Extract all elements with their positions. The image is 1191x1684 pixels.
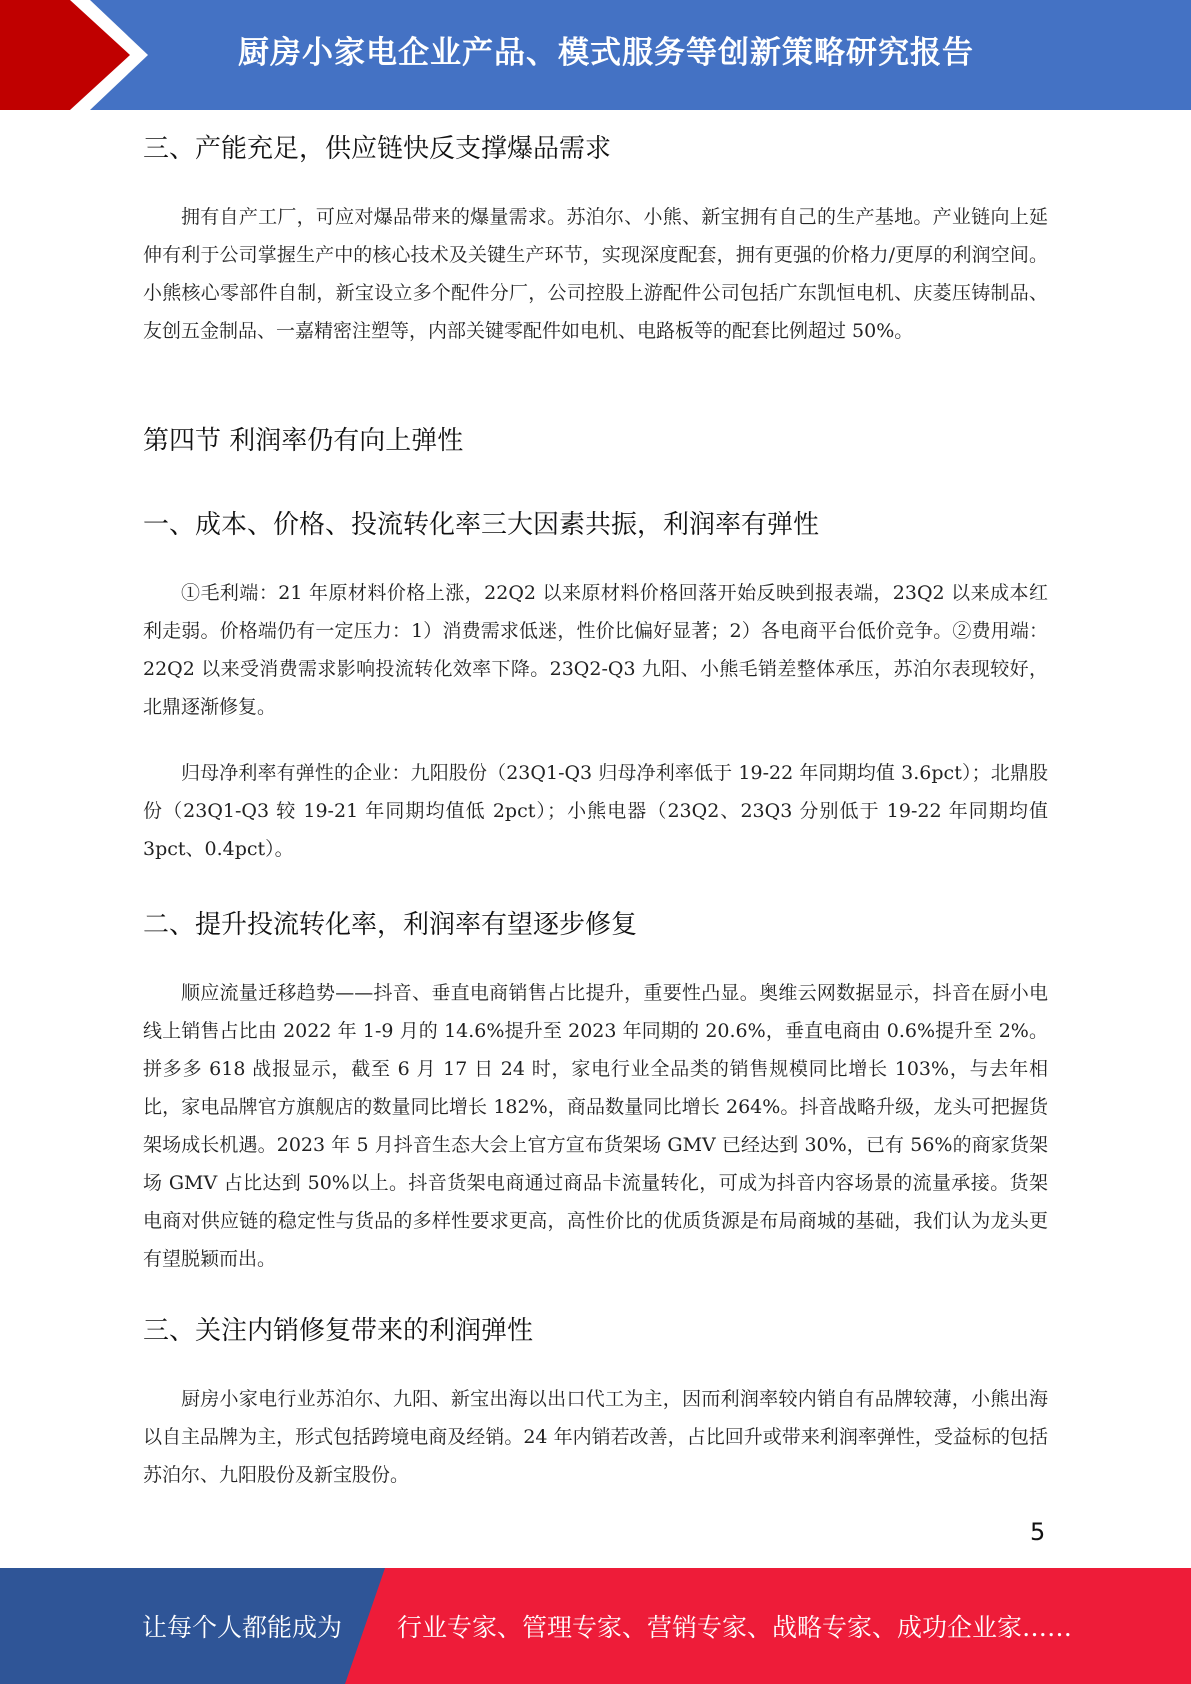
report-title: 厨房小家电企业产品、模式服务等创新策略研究报告 (238, 35, 974, 71)
page-header (0, 0, 1191, 110)
section-profit-elasticity (143, 506, 1048, 868)
section-conversion-rate (143, 906, 1048, 1278)
section-heading: 三、产能充足，供应链快反支撑爆品需求 (143, 134, 612, 164)
section-heading: 二、提升投流转化率，利润率有望逐步修复 (143, 910, 638, 940)
page-number: 5 (1030, 1518, 1046, 1546)
header-arrow-decoration (0, 0, 160, 110)
body-paragraph: 顺应流量迁移趋势——抖音、垂直电商销售占比提升，重要性凸显。奥维云网数据显示，抖音在厨小电线上销售占比由 2022 年 1-9 月的 14.6%提升至 2023 年同期的 20.6%，垂直电商由 0.6%提升至 2%。拼多多 618 战报显示，截至 6 月 17 日 24 时，家电行业全品类的销售规模同比增长 103%，与去年相比，家电品牌官方旗舰店的数量同比增长 182%，商品数量同比增长 264%。抖音战略升级，龙头可把握货架场成长机遇。2023 年 5 月抖音生态大会上官方宣布货架场 GMV 已经达到 30%，已有 56%的商家货架场 GMV 占比达到 50%以上。抖音货架电商通过商品卡流量转化，可成为抖音内容场景的流量承接。货架电商对供应链的稳定性与货品的多样性要求更高，高性价比的优质货源是布局商城的基础，我们认为龙头更有望脱颖而出。 (143, 982, 1048, 1270)
body-paragraph: 厨房小家电行业苏泊尔、九阳、新宝出海以出口代工为主，因而利润率较内销自有品牌较薄，小熊出海以自主品牌为主，形式包括跨境电商及经销。24 年内销若改善，占比回升或带来利润率弹性，受益标的包括苏泊尔、九阳股份及新宝股份。 (143, 1388, 1048, 1486)
chapter-heading: 第四节 利润率仍有向上弹性 (143, 426, 464, 456)
section-capacity (143, 130, 1048, 350)
page-footer (0, 1568, 1191, 1684)
body-paragraph: 归母净利率有弹性的企业：九阳股份（23Q1-Q3 归母净利率低于 19-22 年同期均值 3.6pct）；北鼎股份（23Q1-Q3 较 19-21 年同期均值低 2pct）；小熊电器（23Q2、23Q3 分别低于 19-22 年同期均值 3pct、0.4pct）。 (143, 762, 1048, 860)
section-heading: 一、成本、价格、投流转化率三大因素共振，利润率有弹性 (143, 510, 820, 540)
footer-slogan-left: 让每个人都能成为 (142, 1613, 343, 1642)
section-chapter-4 (143, 422, 1048, 460)
footer-slogan-right: 行业专家、管理专家、营销专家、战略专家、成功企业家…… (397, 1613, 1073, 1642)
section-heading: 三、关注内销修复带来的利润弹性 (143, 1316, 534, 1346)
section-domestic-sales (143, 1312, 1048, 1494)
body-paragraph: ①毛利端：21 年原材料价格上涨，22Q2 以来原材料价格回落开始反映到报表端，23Q2 以来成本红利走弱。价格端仍有一定压力：1）消费需求低迷，性价比偏好显著；2）各电商平台低价竞争。②费用端：22Q2 以来受消费需求影响投流转化效率下降。23Q2-Q3 九阳、小熊毛销差整体承压，苏泊尔表现较好，北鼎逐渐修复。 (143, 582, 1048, 718)
body-paragraph: 拥有自产工厂，可应对爆品带来的爆量需求。苏泊尔、小熊、新宝拥有自己的生产基地。产业链向上延伸有利于公司掌握生产中的核心技术及关键生产环节，实现深度配套，拥有更强的价格力/更厚的利润空间。小熊核心零部件自制，新宝设立多个配件分厂，公司控股上游配件公司包括广东凯恒电机、庆菱压铸制品、友创五金制品、一嘉精密注塑等，内部关键零配件如电机、电路板等的配套比例超过 50%。 (143, 206, 1048, 342)
